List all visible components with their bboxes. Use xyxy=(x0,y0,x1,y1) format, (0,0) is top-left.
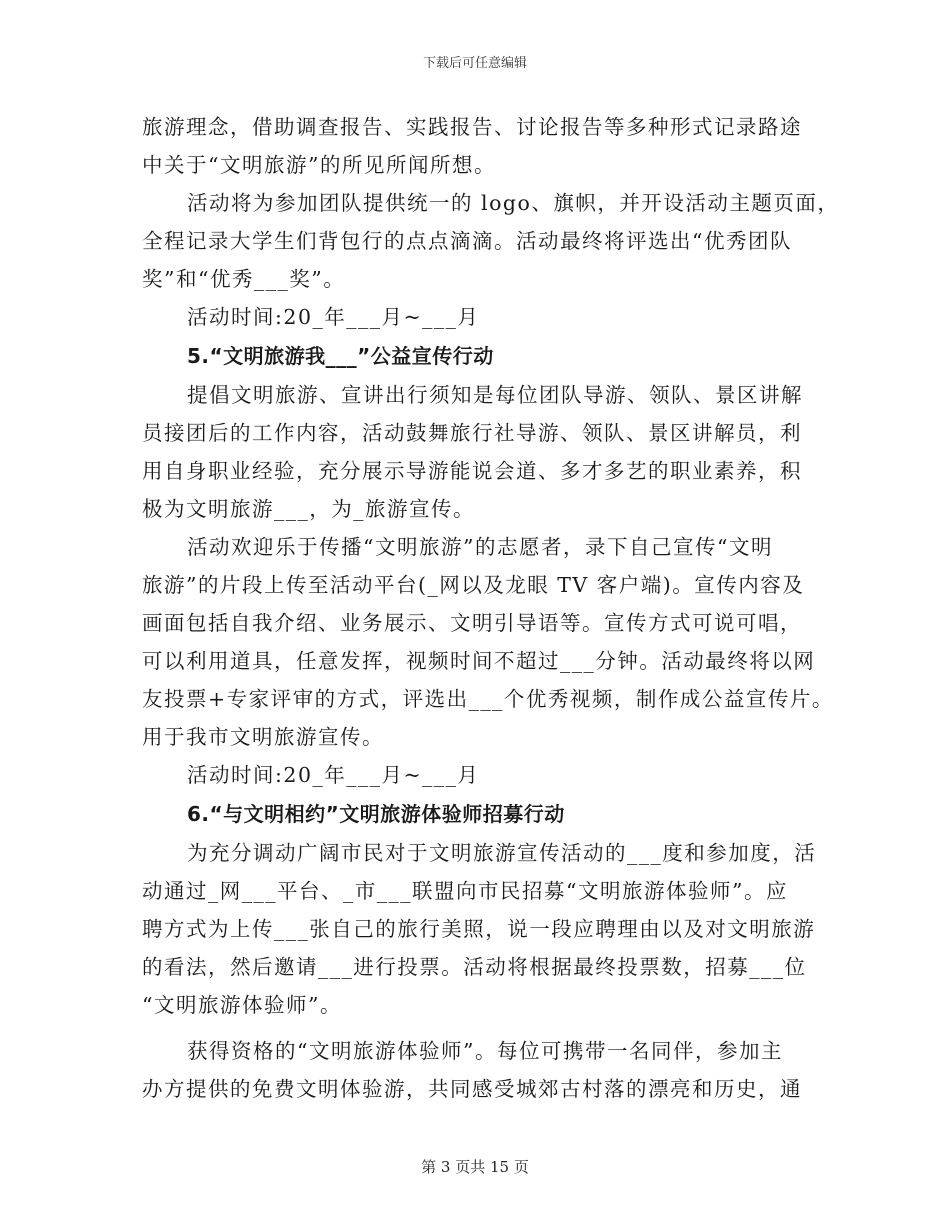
section-heading-5: 5.“文明旅游我___”公益宣传行动 xyxy=(187,344,494,368)
text-line: 的看法，然后邀请___进行投票。活动将根据最终投票数，招募___位 xyxy=(142,955,807,979)
text-line: 友投票+专家评审的方式，评选出___个优秀视频，制作成公益宣传片。 xyxy=(142,687,834,711)
page-footer: 第 3 页共 15 页 xyxy=(421,1158,529,1176)
text-line: 活动时间:20_年___月~___月 xyxy=(187,763,480,787)
text-line: 办方提供的免费文明体验游，共同感受城郊古村落的漂亮和历史，通 xyxy=(142,1077,802,1101)
text-line: 奖”和“优秀___奖”。 xyxy=(142,267,346,291)
paragraph-recruitment xyxy=(142,834,817,1024)
paragraph-activity-time-1 xyxy=(142,298,814,336)
paragraph-guide-promotion xyxy=(142,376,814,528)
text-line: 为充分调动广阔市民对于文明旅游宣传活动的___度和参加度，活 xyxy=(187,841,817,865)
section-heading-6: 6.“与文明相约”文明旅游体验师招募行动 xyxy=(187,802,565,826)
text-line: 用自身职业经验，充分展示导游能说会道、多才多艺的职业素养，积 xyxy=(142,459,802,483)
page-header: 下载后可任意编辑 xyxy=(422,56,527,71)
text-line: “文明旅游体验师”。 xyxy=(142,993,342,1017)
text-line: 画面包括自我介绍、业务展示、文明引导语等。宣传方式可说可唱， xyxy=(142,611,802,635)
text-line: 活动将为参加团队提供统一的 logo、旗帜，并开设活动主题页面， xyxy=(187,191,840,215)
paragraph-qualified-experiencers xyxy=(142,1032,814,1108)
paragraph-activity-time-2 xyxy=(142,756,814,794)
text-line: 中关于“文明旅游”的所见所闻所想。 xyxy=(142,153,496,177)
paragraph-intro-continuation xyxy=(142,108,814,184)
text-line: 员接团后的工作内容，活动鼓舞旅行社导游、领队、景区讲解员，利 xyxy=(142,421,802,445)
text-line: 旅游理念，借助调查报告、实践报告、讨论报告等多种形式记录路途 xyxy=(142,115,802,139)
paragraph-volunteer-video xyxy=(142,528,834,756)
text-line: 旅游”的片段上传至活动平台(_网以及龙眼 TV 客户端)。宣传内容及 xyxy=(142,573,805,597)
text-line: 极为文明旅游___，为_旅游宣传。 xyxy=(142,497,475,521)
text-line: 用于我市文明旅游宣传。 xyxy=(142,725,384,749)
text-line: 提倡文明旅游、宣讲出行须知是每位团队导游、领队、景区讲解 xyxy=(187,383,803,407)
text-line: 聘方式为上传___张自己的旅行美照，说一段应聘理由以及对文明旅游 xyxy=(142,917,816,941)
text-line: 动通过_网___平台、_市___联盟向市民招募“文明旅游体验师”。应 xyxy=(142,879,788,903)
document-body xyxy=(142,108,840,1108)
text-line: 全程记录大学生们背包行的点点滴滴。活动最终将评选出“优秀团队 xyxy=(142,229,792,253)
text-line: 活动欢迎乐于传播“文明旅游”的志愿者，录下自己宣传“文明 xyxy=(187,535,773,559)
text-line: 获得资格的“文明旅游体验师”。每位可携带一名同伴，参加主 xyxy=(187,1039,783,1063)
paragraph-logo-flag xyxy=(142,184,840,298)
text-line: 活动时间:20_年___月~___月 xyxy=(187,305,480,329)
text-line: 可以利用道具，任意发挥，视频时间不超过___分钟。活动最终将以网 xyxy=(142,649,816,673)
